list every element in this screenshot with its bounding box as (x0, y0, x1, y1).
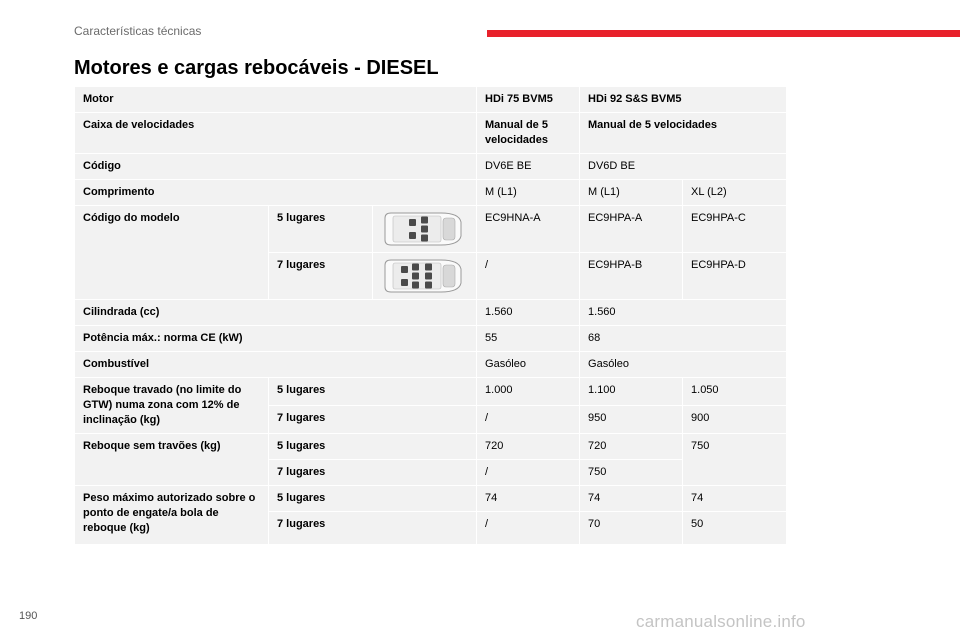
fuel-2: Gasóleo (580, 352, 787, 378)
accent-bar (487, 30, 960, 37)
displacement-2: 1.560 (580, 300, 787, 326)
braked-seats-7: 7 lugares (269, 406, 477, 434)
braked-7-2: 950 (580, 406, 683, 434)
model-5-1: EC9HNA-A (477, 206, 580, 253)
van-5-seats-icon (379, 210, 465, 248)
braked-trailer-label: Reboque travado (no limite do GTW) numa zona com 12% de inclinação (kg) (75, 378, 269, 434)
table-row (75, 180, 787, 206)
hitch-5-1: 74 (477, 486, 580, 512)
hitch-5-2: 74 (580, 486, 683, 512)
length-2: M (L1) (580, 180, 683, 206)
code-label: Código (75, 154, 477, 180)
seats-7-label: 7 lugares (269, 253, 373, 300)
hitch-5-3: 74 (683, 486, 787, 512)
table-row (75, 486, 787, 512)
table-row (75, 378, 787, 406)
hitch-7-3: 50 (683, 512, 787, 545)
fuel-1: Gasóleo (477, 352, 580, 378)
braked-seats-5: 5 lugares (269, 378, 477, 406)
hitch-seats-7: 7 lugares (269, 512, 477, 545)
gearbox-label: Caixa de velocidades (75, 113, 477, 154)
table-row (75, 300, 787, 326)
model-label: Código do modelo (75, 206, 269, 300)
model-7-1: / (477, 253, 580, 300)
power-label: Potência máx.: norma CE (kW) (75, 326, 477, 352)
seats-5-label: 5 lugares (269, 206, 373, 253)
length-label: Comprimento (75, 180, 477, 206)
seat-diagram-7 (373, 253, 477, 300)
watermark: carmanualsonline.info (636, 612, 806, 631)
unbraked-7-2: 750 (580, 460, 683, 486)
engine-1: HDi 75 BVM5 (477, 87, 580, 113)
unbraked-3: 750 (683, 434, 787, 486)
unbraked-7-1: / (477, 460, 580, 486)
table-row (75, 154, 787, 180)
engine-2: HDi 92 S&S BVM5 (580, 87, 787, 113)
unbraked-5-2: 720 (580, 434, 683, 460)
displacement-label: Cilindrada (cc) (75, 300, 477, 326)
braked-5-1: 1.000 (477, 378, 580, 406)
code-1: DV6E BE (477, 154, 580, 180)
gearbox-1: Manual de 5 velocidades (477, 113, 580, 154)
braked-7-3: 900 (683, 406, 787, 434)
model-7-3: EC9HPA-D (683, 253, 787, 300)
page-title: Motores e cargas rebocáveis - DIESEL (74, 57, 439, 79)
gearbox-2: Manual de 5 velocidades (580, 113, 787, 154)
power-2: 68 (580, 326, 787, 352)
table-row (75, 206, 787, 253)
table-row (75, 434, 787, 460)
length-3: XL (L2) (683, 180, 787, 206)
table-row (75, 113, 787, 154)
length-1: M (L1) (477, 180, 580, 206)
motor-label: Motor (75, 87, 477, 113)
model-7-2: EC9HPA-B (580, 253, 683, 300)
model-5-2: EC9HPA-A (580, 206, 683, 253)
unbraked-5-1: 720 (477, 434, 580, 460)
section-label: Características técnicas (74, 24, 202, 38)
hitch-weight-label: Peso máximo autorizado sobre o ponto de engate/a bola de reboque (kg) (75, 486, 269, 545)
seat-diagram-5 (373, 206, 477, 253)
braked-5-2: 1.100 (580, 378, 683, 406)
unbraked-seats-5: 5 lugares (269, 434, 477, 460)
braked-7-1: / (477, 406, 580, 434)
displacement-1: 1.560 (477, 300, 580, 326)
fuel-label: Combustível (75, 352, 477, 378)
table-row (75, 326, 787, 352)
hitch-seats-5: 5 lugares (269, 486, 477, 512)
van-7-seats-icon (379, 257, 465, 295)
braked-5-3: 1.050 (683, 378, 787, 406)
unbraked-seats-7: 7 lugares (269, 460, 477, 486)
hitch-7-2: 70 (580, 512, 683, 545)
model-5-3: EC9HPA-C (683, 206, 787, 253)
page-number: 190 (19, 610, 38, 622)
unbraked-trailer-label: Reboque sem travões (kg) (75, 434, 269, 486)
hitch-7-1: / (477, 512, 580, 545)
table-row (75, 87, 787, 113)
code-2: DV6D BE (580, 154, 787, 180)
table-row (75, 352, 787, 378)
power-1: 55 (477, 326, 580, 352)
engine-spec-table (74, 86, 787, 545)
